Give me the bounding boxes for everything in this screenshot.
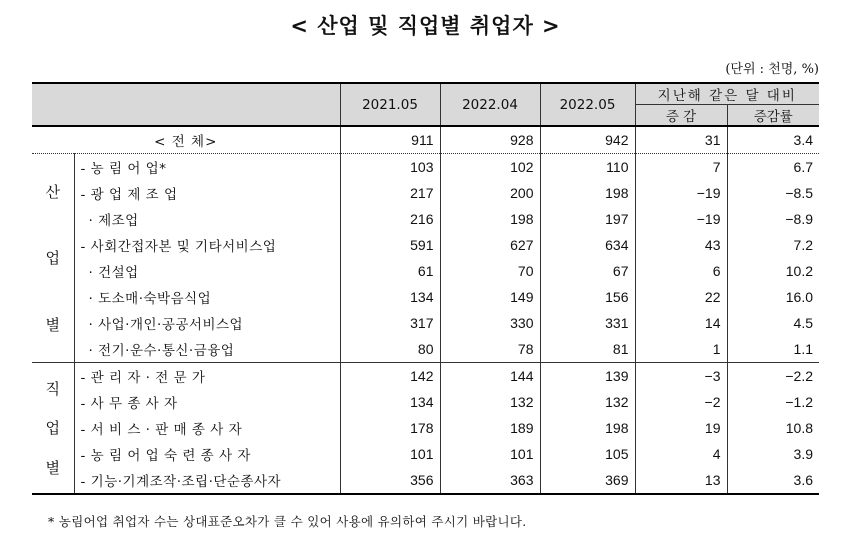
table-cell: 911	[340, 126, 440, 154]
row-label: - 관 리 자 · 전 문 가	[74, 363, 340, 390]
table-cell: −3	[635, 363, 727, 390]
table-cell: 200	[440, 180, 540, 206]
category-char: 별	[45, 458, 60, 477]
table-cell: −19	[635, 180, 727, 206]
table-cell: 134	[340, 389, 440, 415]
table-row	[32, 467, 819, 494]
col-header-2022-04: 2022.04	[440, 83, 540, 126]
header-blank	[32, 83, 340, 126]
table-cell: 3.6	[793, 472, 814, 488]
employment-table	[32, 82, 819, 495]
row-label: - 사 무 종 사 자	[74, 389, 340, 415]
table-cell: 19	[635, 415, 727, 441]
total-row	[32, 126, 819, 154]
table-cell: 178	[340, 415, 440, 441]
table-cell: 105	[540, 441, 635, 467]
table-cell: 627	[440, 232, 540, 258]
table-row	[32, 441, 819, 467]
row-label: · 도소매·숙박음식업	[74, 284, 340, 310]
table-cell: 43	[635, 232, 727, 258]
col-header-change-rate: 증감률	[727, 105, 819, 127]
table-cell: 156	[540, 284, 635, 310]
table-cell: 4.5	[793, 315, 814, 331]
table-row	[32, 232, 819, 258]
table-cell: 356	[340, 467, 440, 494]
table-cell: 14	[635, 310, 727, 336]
table-cell: −8.5	[785, 185, 814, 201]
table-cell: 198	[540, 415, 635, 441]
table-row	[32, 310, 819, 336]
table-cell: 139	[540, 363, 635, 390]
col-header-change: 증 감	[635, 105, 727, 127]
table-cell: 142	[340, 363, 440, 390]
table-cell: 331	[540, 310, 635, 336]
footnote: * 농림어업 취업자 수는 상대표준오차가 클 수 있어 사용에 유의하여 주시기 바랍니다.	[48, 514, 527, 529]
table-cell: 198	[440, 206, 540, 232]
table-cell: 13	[635, 467, 727, 494]
table-cell: 102	[440, 154, 540, 181]
table-cell: 4	[635, 441, 727, 467]
total-label: < 전 체>	[154, 134, 218, 150]
table-cell: 6.7	[793, 159, 814, 175]
table-cell: 7	[635, 154, 727, 181]
table-cell: 216	[340, 206, 440, 232]
table-cell: 198	[540, 180, 635, 206]
table-row	[32, 180, 819, 206]
table-cell: 101	[340, 441, 440, 467]
table-cell: 132	[440, 389, 540, 415]
table-cell: −1.2	[785, 394, 814, 410]
row-label: - 사회간접자본 및 기타서비스업	[74, 232, 340, 258]
category-char: 별	[45, 316, 60, 335]
row-label: - 서 비 스 · 판 매 종 사 자	[74, 415, 340, 441]
table-cell: 3.9	[793, 446, 814, 462]
unit-label: (단위 : 천명, %)	[725, 62, 819, 77]
table-cell: 149	[440, 284, 540, 310]
row-label: · 사업·개인·공공서비스업	[74, 310, 340, 336]
row-label: · 제조업	[74, 206, 340, 232]
table-cell: −8.9	[785, 211, 814, 227]
table-cell: 61	[340, 258, 440, 284]
row-label: - 농 림 어 업 숙 련 종 사 자	[74, 441, 340, 467]
category-char: 업	[45, 249, 60, 268]
table-cell: 189	[440, 415, 540, 441]
row-label: - 농 림 어 업*	[74, 154, 340, 181]
table-cell: 6	[635, 258, 727, 284]
table-cell: 101	[440, 441, 540, 467]
table-cell: 7.2	[793, 237, 814, 253]
table-cell: 78	[440, 336, 540, 363]
table-cell: 22	[635, 284, 727, 310]
table-row	[32, 154, 819, 181]
table-cell: 3.4	[793, 132, 814, 148]
table-cell: 134	[340, 284, 440, 310]
category-char: 직	[45, 380, 60, 399]
table-cell: 330	[440, 310, 540, 336]
col-header-2021-05: 2021.05	[340, 83, 440, 126]
row-label: · 전기·운수·통신·금융업	[74, 336, 340, 363]
table-cell: 197	[540, 206, 635, 232]
table-row	[32, 389, 819, 415]
table-cell: 217	[340, 180, 440, 206]
table-cell: 317	[340, 310, 440, 336]
table-cell: 67	[540, 258, 635, 284]
table-row	[32, 258, 819, 284]
table-row	[32, 363, 819, 390]
row-label: - 기능·기계조작·조립·단순종사자	[74, 467, 340, 494]
table-cell: 70	[440, 258, 540, 284]
category-char: 산	[45, 182, 60, 201]
table-cell: 942	[540, 126, 635, 154]
table-cell: 103	[340, 154, 440, 181]
category-char: 업	[45, 419, 60, 438]
table-cell: 634	[540, 232, 635, 258]
table-cell: 81	[540, 336, 635, 363]
table-cell: 10.2	[785, 263, 814, 279]
table-cell: 1	[635, 336, 727, 363]
table-cell: 16.0	[785, 289, 814, 305]
table-cell: 80	[340, 336, 440, 363]
table-row	[32, 415, 819, 441]
table-cell: 1.1	[793, 341, 814, 357]
table-title: < 산업 및 직업별 취업자 >	[290, 14, 561, 38]
row-label: - 광 업 제 조 업	[74, 180, 340, 206]
table-cell: 110	[540, 154, 635, 181]
table-row	[32, 284, 819, 310]
table-cell: −2	[635, 389, 727, 415]
table-row	[32, 206, 819, 232]
header-row-1	[32, 83, 819, 105]
table-cell: 10.8	[785, 420, 814, 436]
row-label: · 건설업	[74, 258, 340, 284]
occupation-category	[32, 363, 74, 495]
table-cell: −19	[635, 206, 727, 232]
table-cell: 132	[540, 389, 635, 415]
table-row	[32, 336, 819, 363]
table-cell: 928	[440, 126, 540, 154]
table-cell: 369	[540, 467, 635, 494]
table-cell: 144	[440, 363, 540, 390]
table-cell: 591	[340, 232, 440, 258]
table-cell: 31	[635, 126, 727, 154]
table-cell: 363	[440, 467, 540, 494]
industry-category	[32, 154, 74, 363]
col-header-yoy-group: 지난해 같은 달 대비	[635, 83, 819, 105]
col-header-2022-05: 2022.05	[540, 83, 635, 126]
table-cell: −2.2	[785, 368, 814, 384]
